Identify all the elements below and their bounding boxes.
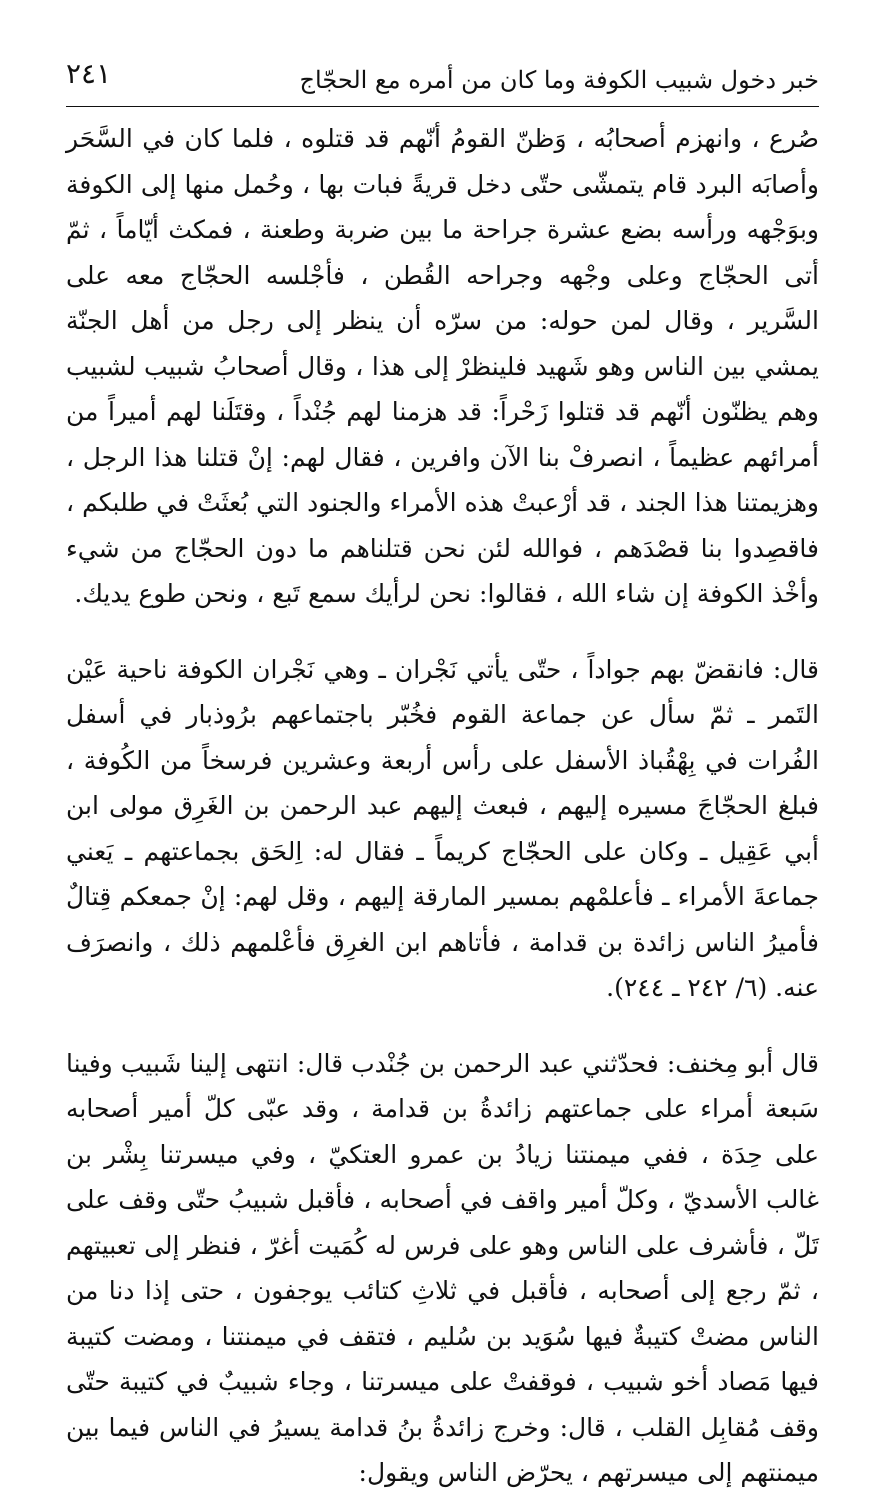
header-rule <box>66 106 819 107</box>
paragraph-2: قال: فانقضّ بهم جواداً ، حتّى يأتي نَجْران ـ وهي نَجْران الكوفة ناحية عَيْن التَمر ـ ثمّ سأل عن جماعة القوم فخُبّر باجتماعهم برُوذبار في أسفل الفُرات في بِهْقُباذ الأسفل على رأس أربعة وعشرين فرسخاً من الكُوفة ، فبلغ الحجّاجَ مسيره إليهم ، فبعث إليهم عبد الرحمن بن الغَرِق مولى ابن أبي عَقِيل ـ وكان على الحجّاج كريماً ـ فقال له: اِلحَق بجماعتهم ـ يَعني جماعةَ الأمراء ـ فأعلمْهم بمسير المارقة إليهم ، وقل لهم: إنْ جمعكم قِتالٌ فأميرُ الناس زائدة بن قدامة ، فأتاهم ابن الغرِق فأعْلمهم ذلك ، وانصرَف عنه. (٦/ ٢٤٢ ـ ٢٤٤). <box>66 654 819 1002</box>
running-title: خبر دخول شبيب الكوفة وما كان من أمره مع الحجّاج <box>299 66 819 94</box>
page-number: ٢٤١ <box>66 57 112 90</box>
paragraph-3: قال أبو مِخنف: فحدّثني عبد الرحمن بن جُنْدب قال: انتهى إلينا شَبيب وفينا سَبعة أمراء على جماعتهم زائدةُ بن قدامة ، وقد عبّى كلّ أمير أصحابه على حِدَة ، ففي ميمنتنا زيادُ بن عمرو العتكيّ ، وفي ميسرتنا بِشْر بن غالب الأسديّ ، وكلّ أمير واقف في أصحابه ، فأقبل شبيبُ حتّى وقف على تَلّ ، فأشرف على الناس وهو على فرس له كُمَيت أغرّ ، فنظر إلى تعبيتهم ، ثمّ رجع إلى أصحابه ، فأقبل في ثلاثِ كتائب يوجفون ، حتى إذا دنا من الناس مضتْ كتيبةٌ فيها سُوَيد بن سُليم ، فتقف في ميمنتنا ، ومضت كتيبة فيها مَصاد أخو شبيب ، فوقفتْ على ميسرتنا ، وجاء شبيبٌ في كتيبة حتّى وقف مُقابِل القلب ، قال: وخرج زائدةُ بنُ قدامة يسيرُ في الناس فيما بين ميمنتهم إلى ميسرتهم ، يحرّض الناس ويقول: <box>66 1048 820 1487</box>
page-body <box>66 116 819 1496</box>
paragraph-1: صُرع ، وانهزم أصحابُه ، وَظنّ القومُ أنّهم قد قتلوه ، فلما كان في السَّحَر وأصابَه البرد قام يتمشّى حتّى دخل قريةً فبات بها ، وحُمل منها إلى الكوفة وبوَجْهه ورأسه بضع عشرة جراحة ما بين ضربة وطعنة ، فمكث أيّاماً ، ثمّ أتى الحجّاج وعلى وجْهه وجراحه القُطن ، فأجْلسه الحجّاج معه على السَّرير ، وقال لمن حوله: من سرّه أن ينظر إلى رجل من أهل الجنّة يمشي بين الناس وهو شَهيد فلينظرْ إلى هذا ، وقال أصحابُ شبيب لشبيب وهم يظنّون أنّهم قد قتلوا زَحْراً: قد هزمنا لهم جُنْداً ، وقتَلَنا لهم أميراً من أمرائهم عظيماً ، انصرفْ بنا الآن وافرين ، فقال لهم: إنْ قتلنا هذا الرجل ، وهزيمتنا هذا الجند ، قد أرْعبتْ هذه الأمراء والجنود التي بُعثَتْ في طلبكم ، فاقصِدوا بنا قصْدَهم ، فوالله لئن نحن قتلناهم ما دون الحجّاج من شيء وأخْذ الكوفة إن شاء الله ، فقالوا: نحن لرأيك سمع تَبع ، ونحن طوع يديك. <box>66 124 819 608</box>
page-header <box>66 52 819 104</box>
